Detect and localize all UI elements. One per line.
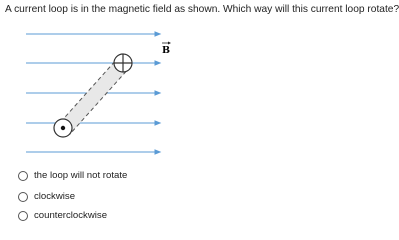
option-label: counterclockwise — [34, 210, 108, 221]
option-label: the loop will not rotate — [34, 170, 128, 181]
option-clockwise[interactable] — [0, 189, 100, 205]
radio-button[interactable] — [18, 211, 28, 221]
option-label: clockwise — [34, 191, 76, 202]
radio-button[interactable] — [18, 192, 28, 202]
field-label-text: B — [162, 45, 171, 56]
field-label — [162, 42, 171, 57]
field-line — [26, 32, 160, 36]
option-not-rotate[interactable] — [0, 168, 150, 184]
current-into-page-icon — [114, 54, 132, 72]
field-line — [26, 150, 160, 154]
field-line — [26, 61, 160, 65]
current-out-of-page-icon — [54, 119, 72, 137]
field-line — [26, 121, 160, 125]
radio-button[interactable] — [18, 171, 28, 181]
option-counterclockwise[interactable] — [0, 208, 130, 224]
question-text: A current loop is in the magnetic field as shown. Which way will this current loop rotate? — [5, 4, 399, 15]
current-loop — [54, 54, 132, 137]
